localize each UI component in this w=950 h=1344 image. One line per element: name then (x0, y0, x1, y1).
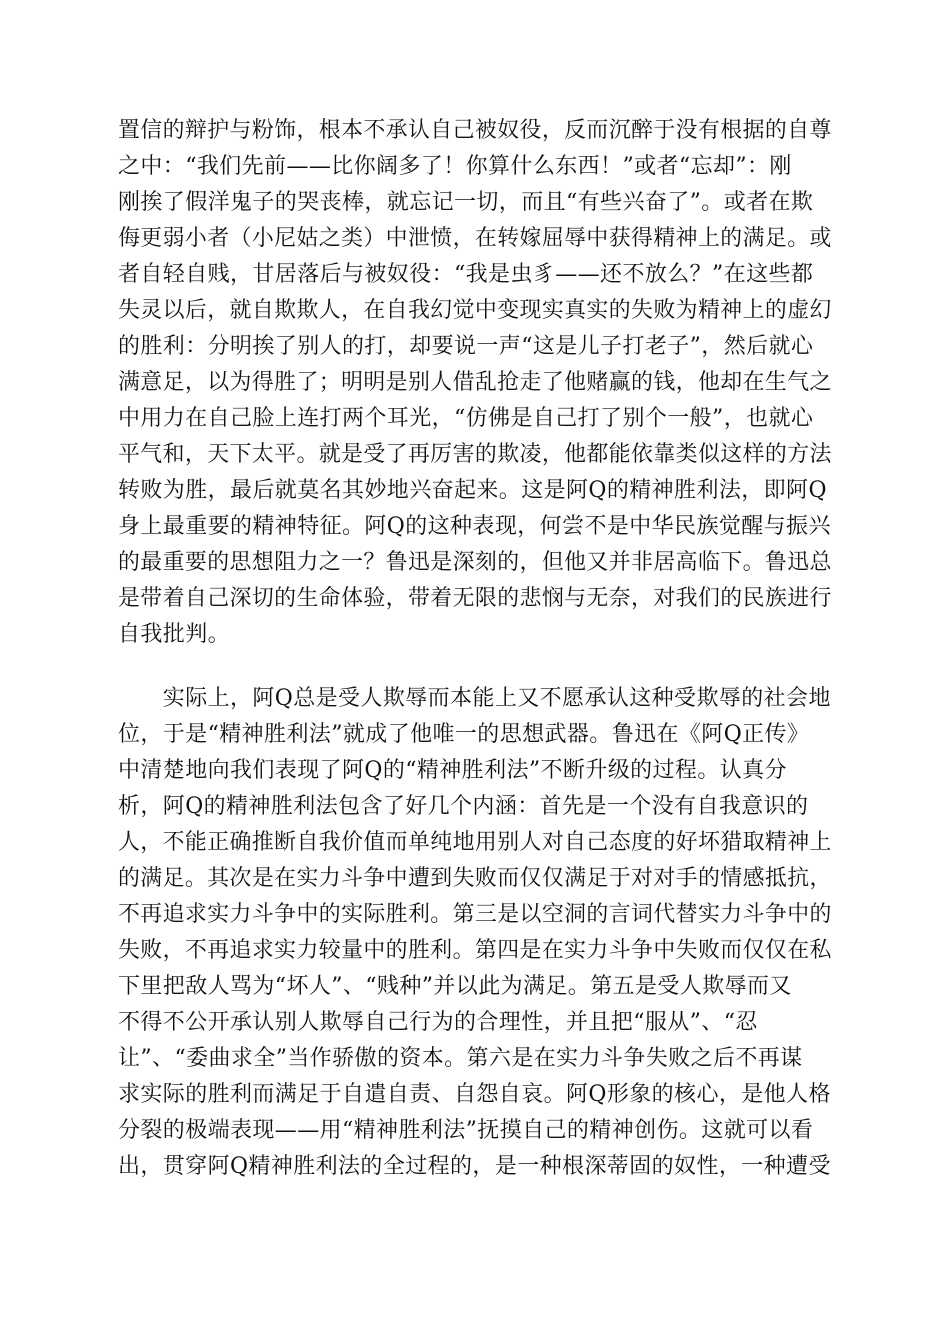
text-line: 的最重要的思想阻力之一？鲁迅是深刻的，但他又并非居高临下。鲁迅总 (118, 550, 832, 575)
text-line: 出，贯穿阿Q精神胜利法的全过程的，是一种根深蒂固的奴性，一种遭受 (118, 1154, 831, 1179)
text-line: 人，不能正确推断自我价值而单纯地用别人对自己态度的好坏猎取精神上 (118, 830, 832, 855)
text-line: 的满足。其次是在实力斗争中遭到失败而仅仅满足于对对手的情感抵抗， (118, 866, 832, 891)
text-line: 身上最重要的精神特征。阿Q的这种表现，何尝不是中华民族觉醒与振兴 (118, 514, 831, 539)
text-line: 刚挨了假洋鬼子的哭丧棒，就忘记一切，而且“有些兴奋了”。或者在欺 (118, 190, 814, 215)
text-line: 实际上，阿Q总是受人欺辱而本能上又不愿承认这种受欺辱的社会地 (118, 686, 831, 711)
text-line: 让”、“委曲求全”当作骄傲的资本。第六是在实力斗争失败之后不再谋 (118, 1046, 803, 1071)
text-line: 侮更弱小者（小尼姑之类）中泄愤，在转嫁屈辱中获得精神上的满足。或 (118, 226, 832, 251)
text-line: 置信的辩护与粉饰，根本不承认自己被奴役，反而沉醉于没有根据的自尊 (118, 118, 832, 143)
text-line: 是带着自己深切的生命体验，带着无限的悲悯与无奈，对我们的民族进行 (118, 586, 832, 611)
text-line: 失灵以后，就自欺欺人，在自我幻觉中变现实真实的失败为精神上的虚幻 (118, 298, 832, 323)
text-line: 中用力在自己脸上连打两个耳光，“仿佛是自己打了别个一般”，也就心 (118, 406, 814, 431)
text-line: 下里把敌人骂为“坏人”、“贱种”并以此为满足。第五是受人欺辱而又 (118, 974, 792, 999)
text-line: 位，于是“精神胜利法”就成了他唯一的思想武器。鲁迅在《阿Q正传》 (118, 722, 810, 747)
text-line: 分裂的极端表现——用“精神胜利法”抚摸自己的精神创伤。这就可以看 (118, 1118, 814, 1143)
text-line: 者自轻自贱，甘居落后与被奴役：“我是虫豸——还不放么？”在这些都 (118, 262, 814, 287)
text-line: 的胜利：分明挨了别人的打，却要说一声“这是儿子打老子”，然后就心 (118, 334, 814, 359)
text-line: 不得不公开承认别人欺辱自己行为的合理性，并且把“服从”、“忍 (118, 1010, 758, 1035)
text-line: 不再追求实力斗争中的实际胜利。第三是以空洞的言词代替实力斗争中的 (118, 902, 832, 927)
text-line: 自我批判。 (118, 622, 231, 647)
text-line: 转败为胜，最后就莫名其妙地兴奋起来。这是阿Q的精神胜利法，即阿Q (118, 478, 827, 503)
text-line: 平气和，天下太平。就是受了再厉害的欺凌，他都能依靠类似这样的方法 (118, 442, 832, 467)
text-line: 满意足，以为得胜了；明明是别人借乱抢走了他赌赢的钱，他却在生气之 (118, 370, 832, 395)
text-line: 中清楚地向我们表现了阿Q的“精神胜利法”不断升级的过程。认真分 (118, 758, 787, 783)
text-line: 失败，不再追求实力较量中的胜利。第四是在实力斗争中失败而仅仅在私 (118, 938, 832, 963)
text-line: 求实际的胜利而满足于自遣自责、自怨自哀。阿Q形象的核心，是他人格 (118, 1082, 831, 1107)
text-line: 析，阿Q的精神胜利法包含了好几个内涵：首先是一个没有自我意识的 (118, 794, 809, 819)
text-line: 之中：“我们先前——比你阔多了！你算什么东西！”或者“忘却”：刚 (118, 154, 792, 179)
